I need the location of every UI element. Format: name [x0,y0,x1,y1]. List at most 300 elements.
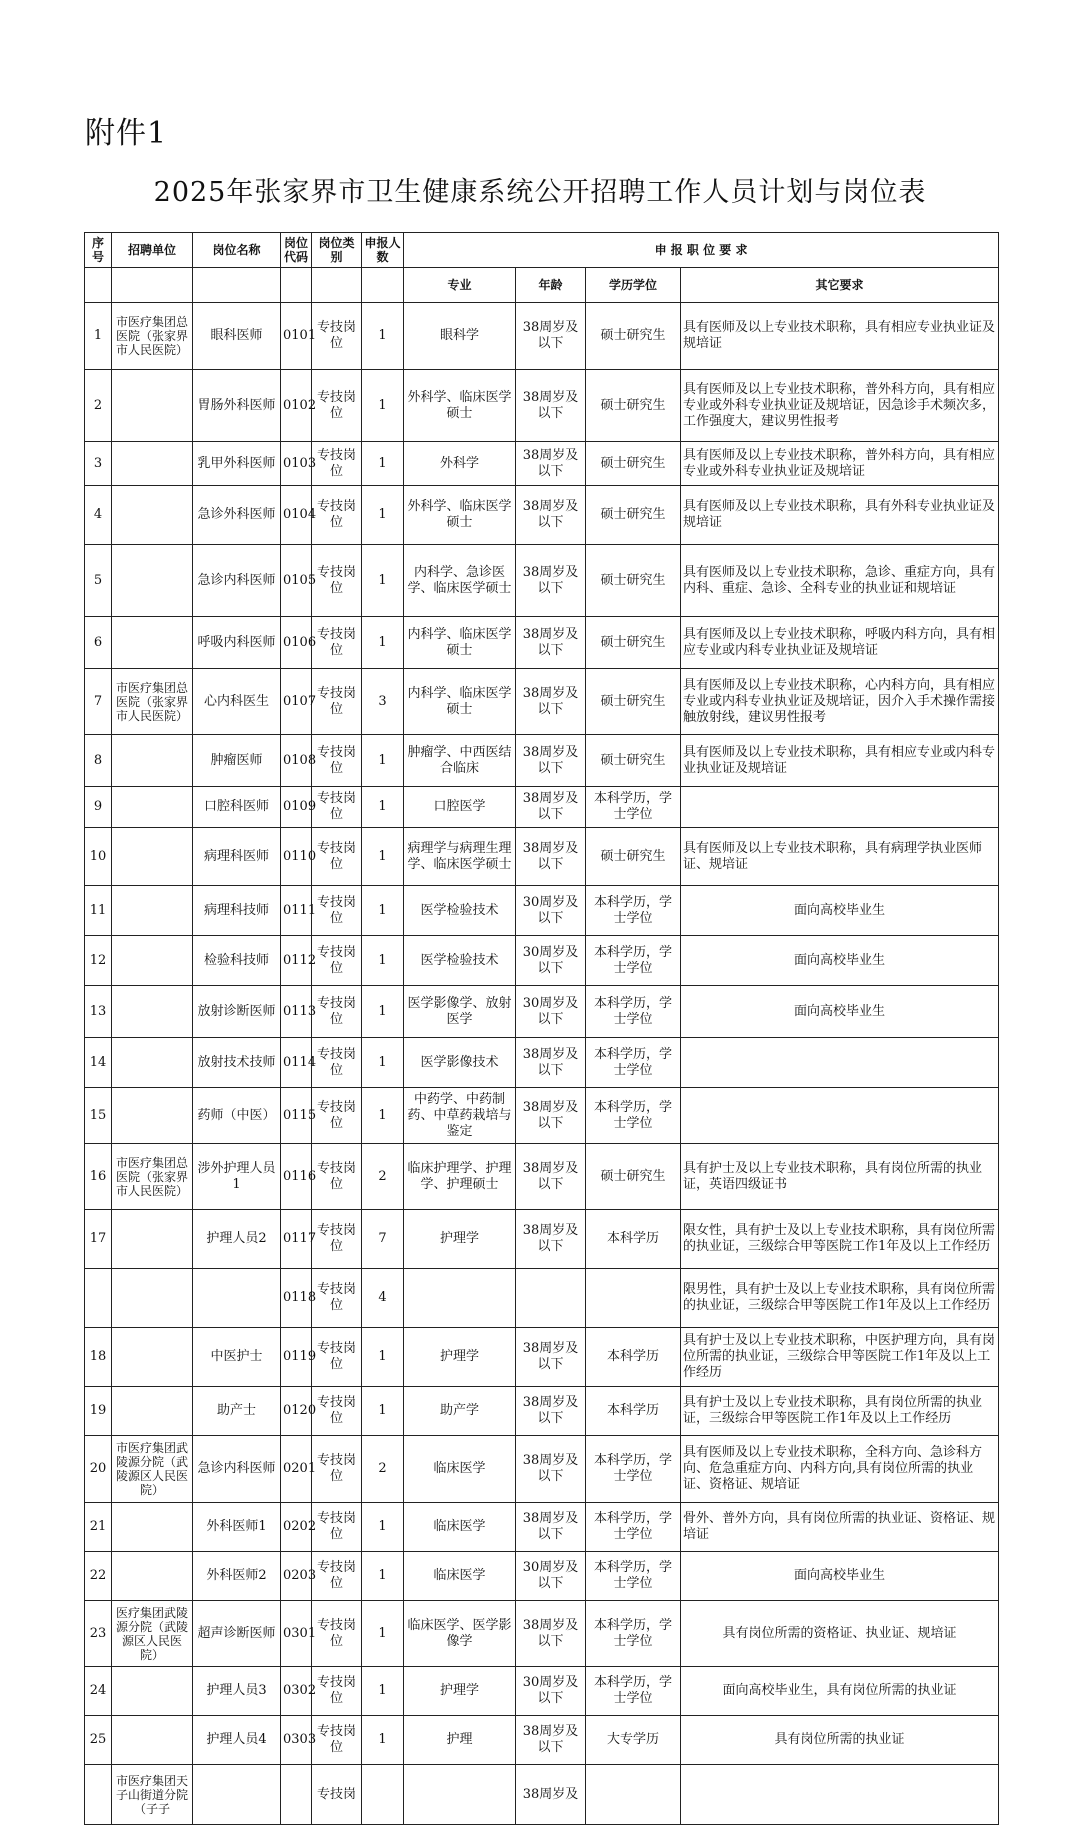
row-post-type: 专技岗 [312,1765,362,1825]
row-post-type: 专技岗位 [312,545,362,617]
row-post-type: 专技岗位 [312,1667,362,1716]
row-major: 外科学 [404,442,516,486]
row-education: 本科学历，学士学位 [586,1038,681,1088]
row-major: 临床医学 [404,1552,516,1601]
row-unit [112,986,193,1038]
row-post-name: 乳甲外科医师 [193,442,281,486]
row-education: 本科学历，学士学位 [586,1503,681,1552]
row-other: 具有医师及以上专业技术职称，具有外科专业执业证及规培证 [681,486,999,545]
row-post-type: 专技岗位 [312,617,362,669]
row-other: 具有医师及以上专业技术职称，普外科方向，具有相应专业或外科专业执业证及规培证，因急诊手术频次多，工作强度大，建议男性报考 [681,370,999,442]
row-quota: 1 [362,617,404,669]
row-post-code: 0111 [281,886,312,936]
row-post-name: 急诊内科医师 [193,1436,281,1503]
row-post-code: 0120 [281,1387,312,1436]
table-row [85,986,999,1038]
row-seq [85,1765,112,1825]
row-seq: 5 [85,545,112,617]
row-education: 本科学历，学士学位 [586,1436,681,1503]
row-seq: 12 [85,936,112,986]
row-major: 中药学、中药制药、中草药栽培与鉴定 [404,1088,516,1144]
row-post-code: 0118 [281,1269,312,1328]
row-quota [362,1765,404,1825]
row-post-code: 0203 [281,1552,312,1601]
row-other [681,787,999,828]
row-seq: 17 [85,1210,112,1269]
row-quota: 1 [362,303,404,370]
row-quota: 3 [362,669,404,735]
header-blank [193,268,281,303]
row-major: 助产学 [404,1387,516,1436]
row-post-type: 专技岗位 [312,486,362,545]
row-seq: 7 [85,669,112,735]
row-seq: 4 [85,486,112,545]
row-post-code: 0106 [281,617,312,669]
row-unit: 市医疗集团总医院（张家界市人民医院） [112,1144,193,1210]
row-other: 具有医师及以上专业技术职称，心内科方向，具有相应专业或内科专业执业证及规培证，因介入手术操作需接触放射线，建议男性报考 [681,669,999,735]
row-education: 硕士研究生 [586,442,681,486]
row-post-name: 肿瘤医师 [193,735,281,787]
row-post-type: 专技岗位 [312,1387,362,1436]
row-post-type: 专技岗位 [312,1716,362,1765]
row-major: 护理学 [404,1328,516,1387]
row-quota: 7 [362,1210,404,1269]
header-major: 专业 [404,268,516,303]
row-quota: 1 [362,1716,404,1765]
row-major: 护理 [404,1716,516,1765]
row-unit: 市医疗集团天子山街道分院（子子 [112,1765,193,1825]
header-requirements: 申 报 职 位 要 求 [404,233,999,268]
row-age: 38周岁及以下 [516,370,586,442]
row-education: 本科学历，学士学位 [586,1552,681,1601]
row-unit [112,1269,193,1328]
table-row [85,1765,999,1825]
row-seq: 21 [85,1503,112,1552]
table-row [85,370,999,442]
row-age: 38周岁及以下 [516,1716,586,1765]
row-quota: 1 [362,1667,404,1716]
row-education: 硕士研究生 [586,669,681,735]
row-post-type: 专技岗位 [312,1552,362,1601]
row-post-type: 专技岗位 [312,787,362,828]
row-other: 具有医师及以上专业技术职称，全科方向、急诊科方向、危急重症方向、内科方向,具有岗位所需的执业证、资格证、规培证 [681,1436,999,1503]
row-seq: 11 [85,886,112,936]
row-other: 面向高校毕业生 [681,886,999,936]
table-row [85,735,999,787]
row-post-code: 0201 [281,1436,312,1503]
row-education: 本科学历 [586,1210,681,1269]
row-other: 面向高校毕业生，具有岗位所需的执业证 [681,1667,999,1716]
row-quota: 1 [362,1088,404,1144]
page-title: 2025年张家界市卫生健康系统公开招聘工作人员计划与岗位表 [153,177,927,208]
row-unit [112,1328,193,1387]
row-seq: 18 [85,1328,112,1387]
row-post-code: 0104 [281,486,312,545]
row-post-code: 0119 [281,1328,312,1387]
row-quota: 1 [362,1601,404,1667]
row-post-code: 0301 [281,1601,312,1667]
row-unit: 市医疗集团总医院（张家界市人民医院） [112,669,193,735]
row-quota: 1 [362,735,404,787]
row-other: 具有护士及以上专业技术职称，具有岗位所需的执业证，三级综合甲等医院工作1年及以上工作经历 [681,1387,999,1436]
row-age: 38周岁及以下 [516,1144,586,1210]
row-major: 临床医学 [404,1436,516,1503]
header-blank [281,268,312,303]
row-education: 硕士研究生 [586,370,681,442]
table-row [85,486,999,545]
row-post-name [193,1269,281,1328]
row-unit [112,1038,193,1088]
row-other: 面向高校毕业生 [681,1552,999,1601]
row-post-name: 药师（中医） [193,1088,281,1144]
row-post-type: 专技岗位 [312,669,362,735]
row-post-name: 放射诊断医师 [193,986,281,1038]
header-seq: 序号 [85,233,112,268]
row-post-code: 0117 [281,1210,312,1269]
row-major: 临床医学 [404,1503,516,1552]
row-education [586,1765,681,1825]
row-post-name: 超声诊断医师 [193,1601,281,1667]
table-row [85,886,999,936]
header-blank [112,268,193,303]
row-other [681,1038,999,1088]
row-post-type: 专技岗位 [312,1269,362,1328]
table-row [85,1601,999,1667]
header-blank [85,268,112,303]
row-age: 38周岁及以下 [516,486,586,545]
row-age: 30周岁及以下 [516,1667,586,1716]
row-quota: 2 [362,1144,404,1210]
row-seq: 6 [85,617,112,669]
table-row [85,1328,999,1387]
table-row [85,303,999,370]
row-unit: 市医疗集团总医院（张家界市人民医院） [112,303,193,370]
row-age: 38周岁及以下 [516,545,586,617]
row-post-name: 心内科医生 [193,669,281,735]
row-quota: 2 [362,1436,404,1503]
row-quota: 1 [362,986,404,1038]
row-education: 硕士研究生 [586,303,681,370]
row-quota: 1 [362,442,404,486]
row-age: 30周岁及以下 [516,936,586,986]
row-major [404,1269,516,1328]
row-post-code: 0109 [281,787,312,828]
row-age: 38周岁及以下 [516,1328,586,1387]
table-row [85,1667,999,1716]
row-unit [112,1667,193,1716]
row-seq: 22 [85,1552,112,1601]
row-post-code: 0101 [281,303,312,370]
row-unit [112,735,193,787]
row-post-code: 0116 [281,1144,312,1210]
row-seq: 14 [85,1038,112,1088]
row-post-code: 0110 [281,828,312,886]
row-education: 硕士研究生 [586,486,681,545]
row-other: 具有护士及以上专业技术职称，中医护理方向，具有岗位所需的执业证，三级综合甲等医院工作1年及以上工作经历 [681,1328,999,1387]
row-post-name: 助产士 [193,1387,281,1436]
row-education: 硕士研究生 [586,735,681,787]
row-age: 38周岁及以下 [516,1088,586,1144]
row-other: 具有岗位所需的资格证、执业证、规培证 [681,1601,999,1667]
row-quota: 1 [362,1328,404,1387]
header-age: 年龄 [516,268,586,303]
row-major: 护理学 [404,1210,516,1269]
row-post-type: 专技岗位 [312,936,362,986]
row-major: 临床医学、医学影像学 [404,1601,516,1667]
row-seq: 8 [85,735,112,787]
row-age: 38周岁及以下 [516,303,586,370]
header-other: 其它要求 [681,268,999,303]
row-education: 本科学历 [586,1328,681,1387]
row-education [586,1269,681,1328]
row-quota: 1 [362,1503,404,1552]
row-major: 眼科学 [404,303,516,370]
row-post-name: 中医护士 [193,1328,281,1387]
row-seq: 3 [85,442,112,486]
row-quota: 4 [362,1269,404,1328]
row-age: 38周岁及以下 [516,1210,586,1269]
header-education: 学历学位 [586,268,681,303]
table-row [85,1552,999,1601]
row-education: 硕士研究生 [586,545,681,617]
table-row [85,1387,999,1436]
row-education: 硕士研究生 [586,1144,681,1210]
row-post-type: 专技岗位 [312,370,362,442]
table-row [85,936,999,986]
row-major: 临床护理学、护理学、护理硕士 [404,1144,516,1210]
row-unit [112,886,193,936]
row-seq: 19 [85,1387,112,1436]
row-age: 38周岁及以下 [516,1038,586,1088]
row-quota: 1 [362,828,404,886]
row-major: 内科学、临床医学硕士 [404,669,516,735]
row-education: 本科学历，学士学位 [586,986,681,1038]
row-other [681,1765,999,1825]
row-major [404,1765,516,1825]
row-post-name: 呼吸内科医师 [193,617,281,669]
row-post-name: 护理人员2 [193,1210,281,1269]
table-row [85,1503,999,1552]
row-other: 具有医师及以上专业技术职称，具有病理学执业医师证、规培证 [681,828,999,886]
row-major: 外科学、临床医学硕士 [404,486,516,545]
table-row [85,1210,999,1269]
header-blank [362,268,404,303]
row-post-code: 0115 [281,1088,312,1144]
row-post-code: 0105 [281,545,312,617]
row-other: 限男性，具有护士及以上专业技术职称，具有岗位所需的执业证，三级综合甲等医院工作1年及以上工作经历 [681,1269,999,1328]
row-post-type: 专技岗位 [312,1328,362,1387]
row-post-name: 涉外护理人员1 [193,1144,281,1210]
row-age [516,1269,586,1328]
row-other: 具有医师及以上专业技术职称，普外科方向，具有相应专业或外科专业执业证及规培证 [681,442,999,486]
row-other: 面向高校毕业生 [681,986,999,1038]
row-unit [112,1552,193,1601]
row-age: 30周岁及以下 [516,1552,586,1601]
row-quota: 1 [362,936,404,986]
row-education: 本科学历，学士学位 [586,886,681,936]
row-unit [112,787,193,828]
table-row [85,1269,999,1328]
header-unit: 招聘单位 [112,233,193,268]
row-age: 38周岁及以下 [516,1601,586,1667]
row-other: 具有护士及以上专业技术职称，具有岗位所需的执业证，英语四级证书 [681,1144,999,1210]
row-post-name: 胃肠外科医师 [193,370,281,442]
row-post-name: 病理科技师 [193,886,281,936]
row-major: 医学影像技术 [404,1038,516,1088]
row-seq: 20 [85,1436,112,1503]
row-other [681,1088,999,1144]
row-age: 30周岁及以下 [516,986,586,1038]
row-post-name: 护理人员4 [193,1716,281,1765]
row-other: 具有岗位所需的执业证 [681,1716,999,1765]
row-post-code: 0303 [281,1716,312,1765]
table-row [85,828,999,886]
row-unit [112,936,193,986]
row-post-type: 专技岗位 [312,442,362,486]
row-post-type: 专技岗位 [312,1144,362,1210]
row-seq: 10 [85,828,112,886]
row-seq: 9 [85,787,112,828]
row-post-type: 专技岗位 [312,986,362,1038]
row-age: 38周岁及以下 [516,735,586,787]
row-education: 本科学历，学士学位 [586,1667,681,1716]
row-unit [112,1716,193,1765]
row-post-code: 0202 [281,1503,312,1552]
table-row [85,617,999,669]
row-other: 面向高校毕业生 [681,936,999,986]
row-unit [112,1387,193,1436]
row-major: 外科学、临床医学硕士 [404,370,516,442]
row-post-name: 外科医师2 [193,1552,281,1601]
row-unit [112,545,193,617]
row-education: 本科学历，学士学位 [586,1601,681,1667]
row-post-name: 急诊外科医师 [193,486,281,545]
row-age: 38周岁及以下 [516,828,586,886]
attachment-label: 附件1 [85,116,168,151]
row-post-type: 专技岗位 [312,1038,362,1088]
row-education: 大专学历 [586,1716,681,1765]
row-quota: 1 [362,1387,404,1436]
row-post-type: 专技岗位 [312,828,362,886]
row-post-type: 专技岗位 [312,303,362,370]
row-seq: 1 [85,303,112,370]
row-post-code: 0112 [281,936,312,986]
row-education: 硕士研究生 [586,828,681,886]
header-blank [312,268,362,303]
row-post-type: 专技岗位 [312,1088,362,1144]
row-post-name: 急诊内科医师 [193,545,281,617]
row-post-code: 0114 [281,1038,312,1088]
row-seq: 15 [85,1088,112,1144]
row-major: 医学检验技术 [404,886,516,936]
row-unit [112,486,193,545]
recruitment-table [84,232,999,1825]
row-post-type: 专技岗位 [312,1436,362,1503]
row-post-name: 病理科医师 [193,828,281,886]
table-row [85,1716,999,1765]
row-unit [112,828,193,886]
row-quota: 1 [362,886,404,936]
row-post-code: 0302 [281,1667,312,1716]
row-post-name: 放射技术技师 [193,1038,281,1088]
row-age: 30周岁及以下 [516,886,586,936]
row-quota: 1 [362,545,404,617]
row-other: 具有医师及以上专业技术职称，具有相应专业执业证及规培证 [681,303,999,370]
row-post-code: 0108 [281,735,312,787]
row-education: 本科学历，学士学位 [586,936,681,986]
table-row [85,1088,999,1144]
row-quota: 1 [362,1552,404,1601]
row-post-type: 专技岗位 [312,886,362,936]
row-post-code: 0113 [281,986,312,1038]
row-quota: 1 [362,370,404,442]
table-row [85,1436,999,1503]
row-post-type: 专技岗位 [312,1503,362,1552]
row-seq: 23 [85,1601,112,1667]
row-age: 38周岁及 [516,1765,586,1825]
table-row [85,442,999,486]
row-major: 口腔医学 [404,787,516,828]
row-seq: 16 [85,1144,112,1210]
row-quota: 1 [362,787,404,828]
row-unit [112,442,193,486]
row-age: 38周岁及以下 [516,617,586,669]
row-post-name: 护理人员3 [193,1667,281,1716]
row-unit [112,1503,193,1552]
row-other: 具有医师及以上专业技术职称，急诊、重症方向，具有内科、重症、急诊、全科专业的执业证和规培证 [681,545,999,617]
row-education: 本科学历，学士学位 [586,787,681,828]
row-post-type: 专技岗位 [312,735,362,787]
table-row [85,787,999,828]
row-education: 本科学历，学士学位 [586,1088,681,1144]
row-age: 38周岁及以下 [516,787,586,828]
row-quota: 1 [362,1038,404,1088]
row-post-type: 专技岗位 [312,1210,362,1269]
row-post-code [281,1765,312,1825]
row-major: 医学检验技术 [404,936,516,986]
row-education: 硕士研究生 [586,617,681,669]
row-post-type: 专技岗位 [312,1601,362,1667]
row-post-code: 0102 [281,370,312,442]
row-post-code: 0103 [281,442,312,486]
row-seq: 24 [85,1667,112,1716]
header-post-code: 岗位代码 [281,233,312,268]
row-post-name: 口腔科医师 [193,787,281,828]
row-other: 限女性，具有护士及以上专业技术职称，具有岗位所需的执业证，三级综合甲等医院工作1年及以上工作经历 [681,1210,999,1269]
table-row [85,669,999,735]
row-seq: 2 [85,370,112,442]
row-major: 内科学、临床医学硕士 [404,617,516,669]
row-major: 内科学、急诊医学、临床医学硕士 [404,545,516,617]
row-unit: 市医疗集团武陵源分院（武陵源区人民医院） [112,1436,193,1503]
row-other: 具有医师及以上专业技术职称，具有相应专业或内科专业执业证及规培证 [681,735,999,787]
row-age: 38周岁及以下 [516,669,586,735]
row-seq: 25 [85,1716,112,1765]
row-other: 骨外、普外方向，具有岗位所需的执业证、资格证、规培证 [681,1503,999,1552]
table-row [85,1144,999,1210]
row-education: 本科学历 [586,1387,681,1436]
row-major: 护理学 [404,1667,516,1716]
row-post-name: 外科医师1 [193,1503,281,1552]
row-unit [112,370,193,442]
table-row [85,1038,999,1088]
row-unit [112,1088,193,1144]
row-age: 38周岁及以下 [516,1436,586,1503]
row-other: 具有医师及以上专业技术职称，呼吸内科方向，具有相应专业或内科专业执业证及规培证 [681,617,999,669]
row-post-name: 眼科医师 [193,303,281,370]
row-post-name: 检验科技师 [193,936,281,986]
header-post-type: 岗位类别 [312,233,362,268]
